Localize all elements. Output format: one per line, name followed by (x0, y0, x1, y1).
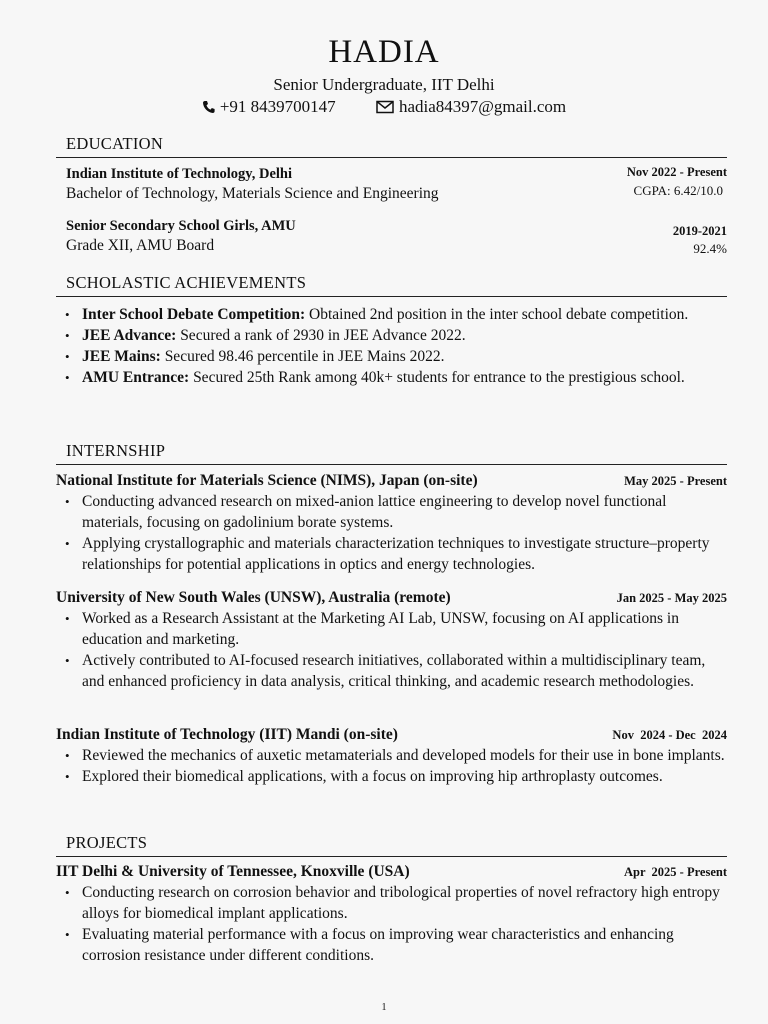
list-item (56, 346, 727, 367)
education-score: 92.4% (693, 241, 727, 256)
list-item: • Actively contributed to AI-focused research initiatives, collaborated within a multidisciplinary team, and enhanced proficiency in data analysis, critical thinking, and academic research methodologies. (56, 650, 727, 692)
list-item: • Worked as a Research Assistant at the Marketing AI Lab, UNSW, focusing on AI applications in education and marketing. (56, 608, 727, 650)
internship-entry (56, 725, 727, 787)
scholastic-list (56, 304, 727, 388)
organization-name: University of New South Wales (UNSW), Australia (remote) (56, 589, 451, 606)
achievement-title: JEE Mains: (82, 348, 161, 365)
candidate-subtitle: Senior Undergraduate, IIT Delhi (273, 75, 495, 94)
achievement-title: JEE Advance: (82, 327, 177, 344)
list-item: • Applying crystallographic and materials characterization techniques to investigate structure–property relationships for potential applications in optics and energy technologies. (56, 533, 727, 575)
section-education-heading: EDUCATION (56, 133, 727, 158)
section-internship-heading: INTERNSHIP (56, 440, 727, 465)
list-item: • Conducting research on corrosion behavior and tribological properties of novel refractory high entropy alloys for biomedical implant applications. (56, 882, 727, 924)
contact-line (0, 96, 768, 120)
list-item: • Explored their biomedical applications, with a focus on improving hip arthroplasty outcomes. (56, 766, 727, 787)
internship-date: Nov 2024 - Dec 2024 (612, 728, 727, 742)
email-contact[interactable] (376, 96, 566, 118)
organization-name: National Institute for Materials Science (NIMS), Japan (on-site) (56, 472, 478, 489)
degree-name: Bachelor of Technology, Materials Science and Engineering (66, 185, 439, 202)
degree-name: Grade XII, AMU Board (66, 237, 215, 254)
candidate-name: HADIA (328, 34, 440, 70)
education-score: CGPA: 6.42/10.0 (633, 183, 723, 198)
internship-entry (56, 588, 727, 692)
list-item (56, 367, 727, 388)
project-organization: IIT Delhi & University of Tennessee, Knoxville (USA) (56, 863, 410, 880)
institution-name: Senior Secondary School Girls, AMU (66, 218, 296, 234)
phone-number: +91 8439700147 (219, 97, 336, 116)
achievement-text: Obtained 2nd position in the inter school debate competition. (305, 306, 689, 323)
list-item (56, 304, 727, 325)
list-item: • Reviewed the mechanics of auxetic metamaterials and developed models for their use in bone implants. (56, 745, 727, 766)
education-date: Nov 2022 - Present (626, 165, 727, 179)
achievement-text: Secured 98.46 percentile in JEE Mains 2022. (160, 348, 445, 365)
phone-icon (202, 100, 215, 114)
list-item: • Evaluating material performance with a focus on improving wear characteristics and enhancing corrosion resistance under different conditions. (56, 924, 727, 966)
achievement-text: Secured a rank of 2930 in JEE Advance 2022. (176, 327, 466, 344)
section-scholastic-heading: SCHOLASTIC ACHIEVEMENTS (56, 272, 727, 297)
page-number: 1 (381, 1002, 387, 1013)
achievement-text: Secured 25th Rank among 40k+ students for entrance to the prestigious school. (189, 369, 685, 386)
section-projects-heading: PROJECTS (56, 832, 727, 857)
organization-name: Indian Institute of Technology (IIT) Mandi (on-site) (56, 726, 398, 743)
education-entry (56, 216, 727, 256)
education-date: 2019-2021 (672, 224, 727, 238)
phone-contact[interactable] (202, 96, 336, 118)
project-entry (56, 862, 727, 966)
project-date: Apr 2025 - Present (624, 865, 727, 879)
education-entry (56, 164, 727, 204)
achievement-title: AMU Entrance: (82, 369, 190, 386)
internship-date: May 2025 - Present (624, 474, 727, 488)
institution-name: Indian Institute of Technology, Delhi (66, 166, 293, 182)
envelope-icon (376, 100, 394, 114)
list-item: • Conducting advanced research on mixed-anion lattice engineering to develop novel functional materials, focusing on gadolinium borate systems. (56, 491, 727, 533)
internship-entry (56, 471, 727, 575)
email-address: hadia84397@gmail.com (398, 97, 567, 116)
list-item (56, 325, 727, 346)
internship-date: Jan 2025 - May 2025 (616, 591, 727, 605)
achievement-title: Inter School Debate Competition: (82, 306, 306, 323)
